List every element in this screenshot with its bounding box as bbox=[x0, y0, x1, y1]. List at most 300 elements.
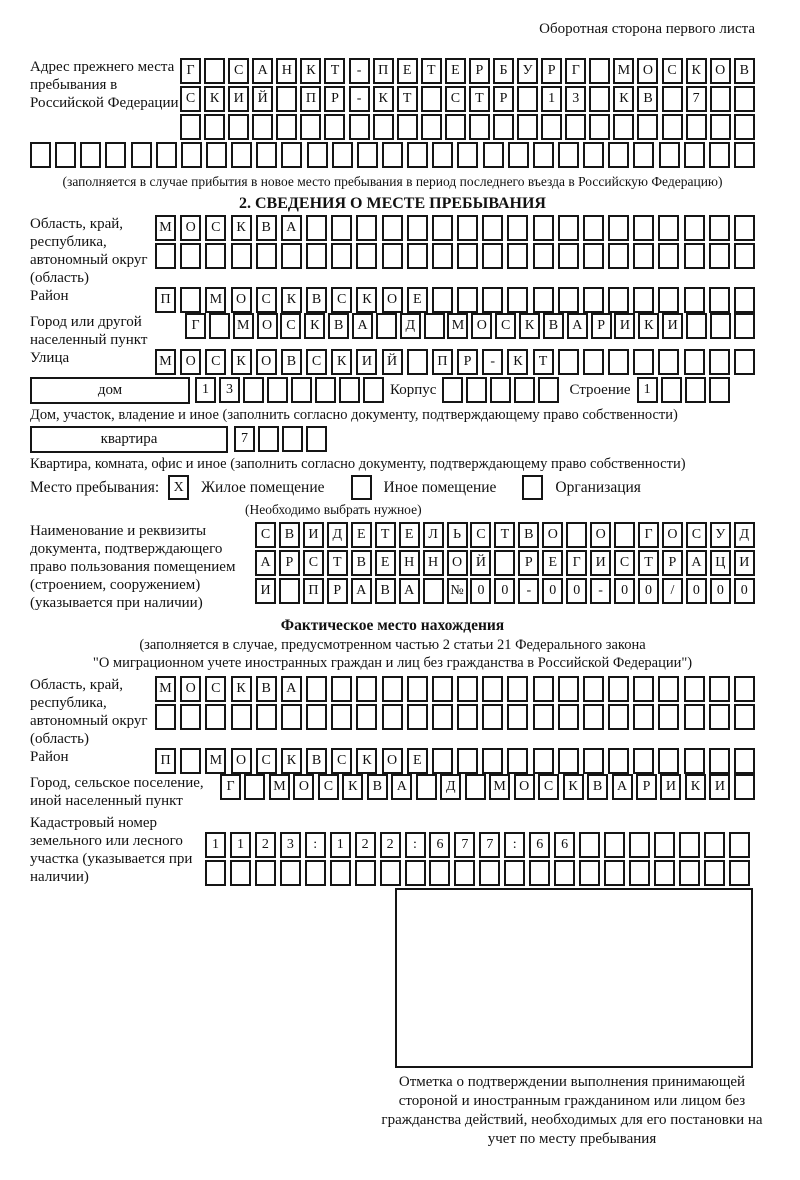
char-cell bbox=[633, 676, 654, 702]
char-cell bbox=[457, 287, 478, 313]
char-cell bbox=[382, 142, 403, 168]
char-cell bbox=[709, 142, 730, 168]
prev-address-row-4 bbox=[30, 142, 755, 168]
char-cell bbox=[658, 349, 679, 375]
char-cell: К bbox=[519, 313, 540, 339]
char-cell bbox=[423, 578, 444, 604]
char-cell: С bbox=[228, 58, 249, 84]
char-cell: - bbox=[590, 578, 611, 604]
korpus-label: Корпус bbox=[390, 382, 437, 398]
document-block bbox=[30, 522, 785, 612]
char-cell bbox=[209, 313, 230, 339]
region-block bbox=[30, 215, 785, 287]
stay-type-row bbox=[30, 475, 785, 500]
char-cell bbox=[659, 142, 680, 168]
char-cell: : bbox=[504, 832, 525, 858]
char-cell: К bbox=[231, 349, 252, 375]
char-cell bbox=[494, 550, 515, 576]
char-cell bbox=[704, 860, 725, 886]
char-cell bbox=[405, 860, 426, 886]
char-cell bbox=[507, 704, 528, 730]
actual-district-label: Район bbox=[30, 749, 69, 765]
house-row bbox=[30, 377, 785, 404]
char-cell bbox=[684, 243, 705, 269]
char-cell bbox=[432, 748, 453, 774]
char-cell: Н bbox=[276, 58, 297, 84]
char-cell bbox=[306, 243, 327, 269]
char-cell: О bbox=[710, 58, 731, 84]
char-cell bbox=[397, 114, 418, 140]
char-cell bbox=[331, 215, 352, 241]
char-cell: С bbox=[662, 58, 683, 84]
char-cell bbox=[281, 704, 302, 730]
actual-location-note-2: "О миграционном учете иностранных граждан и лиц без гражданства в Российской Федерации") bbox=[92, 655, 693, 671]
char-cell bbox=[479, 860, 500, 886]
char-cell bbox=[432, 287, 453, 313]
char-cell bbox=[407, 676, 428, 702]
char-cell bbox=[662, 86, 683, 112]
char-cell bbox=[306, 426, 327, 452]
char-cell bbox=[589, 86, 610, 112]
char-cell bbox=[482, 676, 503, 702]
char-cell bbox=[231, 142, 252, 168]
stay-type-label: Место пребывания: bbox=[30, 478, 160, 496]
char-cell bbox=[180, 243, 201, 269]
checkbox-other-premises bbox=[351, 475, 372, 500]
char-cell bbox=[558, 243, 579, 269]
apartment-caption: Квартира, комната, офис и иное (заполнить согласно документу, подтверждающему право собственности) bbox=[30, 456, 686, 472]
char-cell bbox=[604, 860, 625, 886]
char-cell: : bbox=[405, 832, 426, 858]
document-row-3 bbox=[255, 578, 755, 604]
char-cell bbox=[457, 704, 478, 730]
cadastral-label: Кадастровый номер земельного или лесного участка (указывается при наличии) bbox=[30, 815, 193, 885]
char-cell bbox=[376, 313, 397, 339]
char-cell: М bbox=[233, 313, 254, 339]
char-cell: Т bbox=[324, 58, 345, 84]
char-cell: В bbox=[375, 578, 396, 604]
actual-location-note-1: (заполняется в случае, предусмотренном частью 2 статьи 21 Федерального закона bbox=[139, 637, 646, 653]
char-cell bbox=[432, 215, 453, 241]
char-cell bbox=[679, 832, 700, 858]
char-cell bbox=[306, 704, 327, 730]
char-cell bbox=[608, 243, 629, 269]
char-cell bbox=[180, 748, 201, 774]
char-cell: Г bbox=[185, 313, 206, 339]
char-cell bbox=[533, 287, 554, 313]
char-cell: Т bbox=[469, 86, 490, 112]
char-cell: Т bbox=[494, 522, 515, 548]
char-cell: В bbox=[367, 774, 388, 800]
char-cell bbox=[629, 860, 650, 886]
char-cell bbox=[533, 142, 554, 168]
char-cell bbox=[504, 860, 525, 886]
char-cell: О bbox=[231, 748, 252, 774]
char-cell bbox=[614, 522, 635, 548]
char-cell: С bbox=[318, 774, 339, 800]
char-cell: Р bbox=[279, 550, 300, 576]
char-cell: 6 bbox=[554, 832, 575, 858]
char-cell: С bbox=[280, 313, 301, 339]
char-cell bbox=[679, 860, 700, 886]
char-cell: В bbox=[256, 676, 277, 702]
house-caption: Дом, участок, владение и иное (заполнить согласно документу, подтверждающему право собственности) bbox=[30, 407, 678, 423]
char-cell bbox=[357, 142, 378, 168]
char-cell: Л bbox=[423, 522, 444, 548]
char-cell bbox=[256, 142, 277, 168]
prev-address-row-2 bbox=[180, 86, 755, 112]
char-cell: В bbox=[256, 215, 277, 241]
char-cell bbox=[541, 114, 562, 140]
char-cell bbox=[583, 243, 604, 269]
char-cell bbox=[306, 676, 327, 702]
char-cell bbox=[457, 748, 478, 774]
option-residential-label: Жилое помещение bbox=[201, 478, 325, 496]
char-cell: К bbox=[204, 86, 225, 112]
char-cell bbox=[658, 287, 679, 313]
char-cell bbox=[658, 704, 679, 730]
char-cell: В bbox=[306, 748, 327, 774]
char-cell bbox=[662, 114, 683, 140]
char-cell: Е bbox=[407, 748, 428, 774]
district-cells bbox=[155, 287, 755, 313]
char-cell: / bbox=[662, 578, 683, 604]
char-cell bbox=[608, 215, 629, 241]
char-cell bbox=[533, 704, 554, 730]
char-cell: И bbox=[356, 349, 377, 375]
char-cell: В bbox=[587, 774, 608, 800]
char-cell bbox=[507, 748, 528, 774]
char-cell bbox=[255, 860, 276, 886]
section2-title: 2. СВЕДЕНИЯ О МЕСТЕ ПРЕБЫВАНИЯ bbox=[239, 195, 546, 212]
char-cell: У bbox=[710, 522, 731, 548]
char-cell bbox=[330, 860, 351, 886]
char-cell bbox=[382, 215, 403, 241]
char-cell: И bbox=[660, 774, 681, 800]
char-cell bbox=[608, 676, 629, 702]
char-cell bbox=[407, 704, 428, 730]
char-cell bbox=[155, 704, 176, 730]
char-cell bbox=[356, 704, 377, 730]
stroenie-cells bbox=[637, 377, 730, 403]
char-cell bbox=[205, 704, 226, 730]
char-cell bbox=[538, 377, 559, 403]
char-cell bbox=[256, 243, 277, 269]
char-cell: Р bbox=[636, 774, 657, 800]
street-row bbox=[30, 349, 785, 375]
char-cell: И bbox=[614, 313, 635, 339]
korpus-cells bbox=[442, 377, 559, 403]
char-cell: А bbox=[255, 550, 276, 576]
char-cell: Д bbox=[327, 522, 348, 548]
apartment-row bbox=[30, 426, 785, 453]
char-cell bbox=[380, 860, 401, 886]
char-cell: В bbox=[281, 349, 302, 375]
char-cell: Г bbox=[180, 58, 201, 84]
char-cell bbox=[734, 215, 755, 241]
char-cell: Й bbox=[470, 550, 491, 576]
char-cell bbox=[658, 676, 679, 702]
char-cell bbox=[356, 676, 377, 702]
char-cell: Т bbox=[638, 550, 659, 576]
char-cell bbox=[658, 215, 679, 241]
char-cell bbox=[280, 860, 301, 886]
char-cell bbox=[729, 832, 750, 858]
char-cell: 0 bbox=[494, 578, 515, 604]
char-cell bbox=[684, 748, 705, 774]
char-cell bbox=[230, 860, 251, 886]
char-cell: А bbox=[399, 578, 420, 604]
char-cell bbox=[633, 349, 654, 375]
actual-location-title: Фактическое место нахождения bbox=[280, 617, 505, 634]
char-cell bbox=[658, 243, 679, 269]
char-cell bbox=[180, 704, 201, 730]
char-cell: М bbox=[269, 774, 290, 800]
char-cell: В bbox=[637, 86, 658, 112]
char-cell: О bbox=[180, 676, 201, 702]
char-cell: Т bbox=[533, 349, 554, 375]
char-cell bbox=[709, 676, 730, 702]
char-cell: 1 bbox=[330, 832, 351, 858]
char-cell bbox=[180, 114, 201, 140]
char-cell: 2 bbox=[380, 832, 401, 858]
char-cell: Е bbox=[445, 58, 466, 84]
char-cell: К bbox=[281, 287, 302, 313]
char-cell: С bbox=[686, 522, 707, 548]
char-cell: 0 bbox=[542, 578, 563, 604]
char-cell: 3 bbox=[219, 377, 240, 403]
char-cell: Н bbox=[399, 550, 420, 576]
char-cell: Р bbox=[541, 58, 562, 84]
char-cell bbox=[507, 243, 528, 269]
char-cell bbox=[432, 243, 453, 269]
char-cell: К bbox=[563, 774, 584, 800]
stay-type-note: (Необходимо выбрать нужное) bbox=[245, 502, 422, 517]
char-cell: К bbox=[304, 313, 325, 339]
char-cell bbox=[231, 704, 252, 730]
char-cell bbox=[204, 114, 225, 140]
char-cell: И bbox=[734, 550, 755, 576]
char-cell bbox=[205, 860, 226, 886]
char-cell bbox=[407, 243, 428, 269]
char-cell bbox=[482, 704, 503, 730]
char-cell: И bbox=[709, 774, 730, 800]
char-cell: А bbox=[352, 313, 373, 339]
char-cell bbox=[629, 832, 650, 858]
char-cell: Г bbox=[220, 774, 241, 800]
actual-city-label: Город, сельское поселение, иной населенный пункт bbox=[30, 775, 204, 809]
char-cell: С bbox=[303, 550, 324, 576]
char-cell bbox=[633, 215, 654, 241]
region-row-1 bbox=[155, 215, 755, 241]
prev-address-note: (заполняется в случае прибытия в новое место пребывания в период последнего въезда в Российскую Федерацию) bbox=[62, 174, 723, 189]
char-cell bbox=[507, 215, 528, 241]
char-cell bbox=[228, 114, 249, 140]
char-cell: 3 bbox=[280, 832, 301, 858]
actual-city-block bbox=[30, 774, 785, 810]
document-row-1 bbox=[255, 522, 755, 548]
char-cell: Р bbox=[518, 550, 539, 576]
char-cell: С bbox=[331, 748, 352, 774]
char-cell: И bbox=[590, 550, 611, 576]
char-cell bbox=[300, 114, 321, 140]
char-cell bbox=[282, 426, 303, 452]
char-cell bbox=[558, 142, 579, 168]
char-cell bbox=[658, 748, 679, 774]
char-cell: С bbox=[306, 349, 327, 375]
char-cell: П bbox=[155, 748, 176, 774]
actual-region-row-2 bbox=[155, 704, 755, 730]
char-cell: А bbox=[281, 676, 302, 702]
char-cell bbox=[508, 142, 529, 168]
char-cell: Р bbox=[327, 578, 348, 604]
char-cell bbox=[315, 377, 336, 403]
char-cell: С bbox=[495, 313, 516, 339]
char-cell bbox=[80, 142, 101, 168]
char-cell: П bbox=[303, 578, 324, 604]
document-label: Наименование и реквизиты документа, подтверждающего право пользования помещением (строением, сооружением) (указывается при наличии) bbox=[30, 523, 236, 611]
char-cell bbox=[734, 774, 755, 800]
char-cell: С bbox=[180, 86, 201, 112]
char-cell bbox=[613, 114, 634, 140]
char-cell bbox=[684, 704, 705, 730]
checkbox-residential: X bbox=[168, 475, 189, 500]
char-cell: 1 bbox=[230, 832, 251, 858]
char-cell bbox=[291, 377, 312, 403]
char-cell: М bbox=[489, 774, 510, 800]
char-cell bbox=[529, 860, 550, 886]
char-cell: О bbox=[542, 522, 563, 548]
char-cell bbox=[356, 243, 377, 269]
char-cell bbox=[734, 142, 755, 168]
char-cell bbox=[710, 86, 731, 112]
char-cell bbox=[533, 676, 554, 702]
actual-region-block bbox=[30, 676, 785, 748]
char-cell: Р bbox=[469, 58, 490, 84]
char-cell: 0 bbox=[686, 578, 707, 604]
char-cell: С bbox=[205, 349, 226, 375]
char-cell: П bbox=[373, 58, 394, 84]
char-cell bbox=[429, 860, 450, 886]
char-cell bbox=[244, 774, 265, 800]
char-cell bbox=[709, 748, 730, 774]
char-cell bbox=[324, 114, 345, 140]
char-cell bbox=[307, 142, 328, 168]
char-cell: О bbox=[637, 58, 658, 84]
char-cell: М bbox=[155, 215, 176, 241]
char-cell bbox=[558, 704, 579, 730]
char-cell bbox=[206, 142, 227, 168]
char-cell: Е bbox=[397, 58, 418, 84]
char-cell: - bbox=[349, 86, 370, 112]
char-cell: С bbox=[470, 522, 491, 548]
char-cell bbox=[205, 243, 226, 269]
char-cell: С bbox=[445, 86, 466, 112]
char-cell bbox=[363, 377, 384, 403]
char-cell: И bbox=[303, 522, 324, 548]
actual-city-cells bbox=[220, 774, 755, 800]
char-cell: О bbox=[514, 774, 535, 800]
char-cell bbox=[583, 142, 604, 168]
char-cell: П bbox=[155, 287, 176, 313]
char-cell bbox=[684, 287, 705, 313]
apartment-widebox: квартира bbox=[30, 426, 228, 453]
house-widebox: дом bbox=[30, 377, 190, 404]
char-cell bbox=[684, 142, 705, 168]
char-cell bbox=[734, 748, 755, 774]
char-cell bbox=[589, 114, 610, 140]
char-cell bbox=[558, 676, 579, 702]
char-cell: К bbox=[281, 748, 302, 774]
char-cell bbox=[558, 349, 579, 375]
char-cell bbox=[608, 287, 629, 313]
char-cell bbox=[305, 860, 326, 886]
prev-address-label: Адрес прежнего места пребывания в Российской Федерации bbox=[30, 59, 179, 111]
char-cell: М bbox=[155, 349, 176, 375]
char-cell bbox=[685, 377, 706, 403]
char-cell: К bbox=[613, 86, 634, 112]
char-cell bbox=[608, 349, 629, 375]
char-cell: С bbox=[538, 774, 559, 800]
char-cell bbox=[583, 676, 604, 702]
char-cell: К bbox=[356, 287, 377, 313]
char-cell bbox=[589, 58, 610, 84]
char-cell bbox=[252, 114, 273, 140]
char-cell bbox=[734, 287, 755, 313]
region-label: Область, край, республика, автономный округ (область) bbox=[30, 216, 148, 286]
char-cell: О bbox=[256, 349, 277, 375]
char-cell: Д bbox=[400, 313, 421, 339]
char-cell bbox=[482, 748, 503, 774]
char-cell: К bbox=[686, 58, 707, 84]
char-cell: В bbox=[734, 58, 755, 84]
char-cell bbox=[633, 243, 654, 269]
char-cell: Й bbox=[382, 349, 403, 375]
char-cell bbox=[331, 243, 352, 269]
char-cell: О bbox=[662, 522, 683, 548]
char-cell bbox=[55, 142, 76, 168]
char-cell bbox=[131, 142, 152, 168]
char-cell bbox=[279, 578, 300, 604]
char-cell bbox=[332, 142, 353, 168]
char-cell bbox=[583, 215, 604, 241]
char-cell: 6 bbox=[429, 832, 450, 858]
char-cell bbox=[709, 377, 730, 403]
char-cell: В bbox=[543, 313, 564, 339]
char-cell bbox=[276, 86, 297, 112]
char-cell bbox=[709, 704, 730, 730]
char-cell: 1 bbox=[637, 377, 658, 403]
street-cells bbox=[155, 349, 755, 375]
char-cell bbox=[684, 349, 705, 375]
char-cell bbox=[734, 243, 755, 269]
char-cell: Е bbox=[351, 522, 372, 548]
char-cell: А bbox=[686, 550, 707, 576]
char-cell bbox=[583, 287, 604, 313]
char-cell bbox=[466, 377, 487, 403]
char-cell bbox=[442, 377, 463, 403]
char-cell: А bbox=[351, 578, 372, 604]
char-cell: 2 bbox=[355, 832, 376, 858]
char-cell: Е bbox=[375, 550, 396, 576]
char-cell: 0 bbox=[638, 578, 659, 604]
char-cell bbox=[382, 676, 403, 702]
char-cell: И bbox=[255, 578, 276, 604]
char-cell bbox=[469, 114, 490, 140]
char-cell bbox=[281, 243, 302, 269]
char-cell: М bbox=[205, 287, 226, 313]
char-cell: Д bbox=[734, 522, 755, 548]
